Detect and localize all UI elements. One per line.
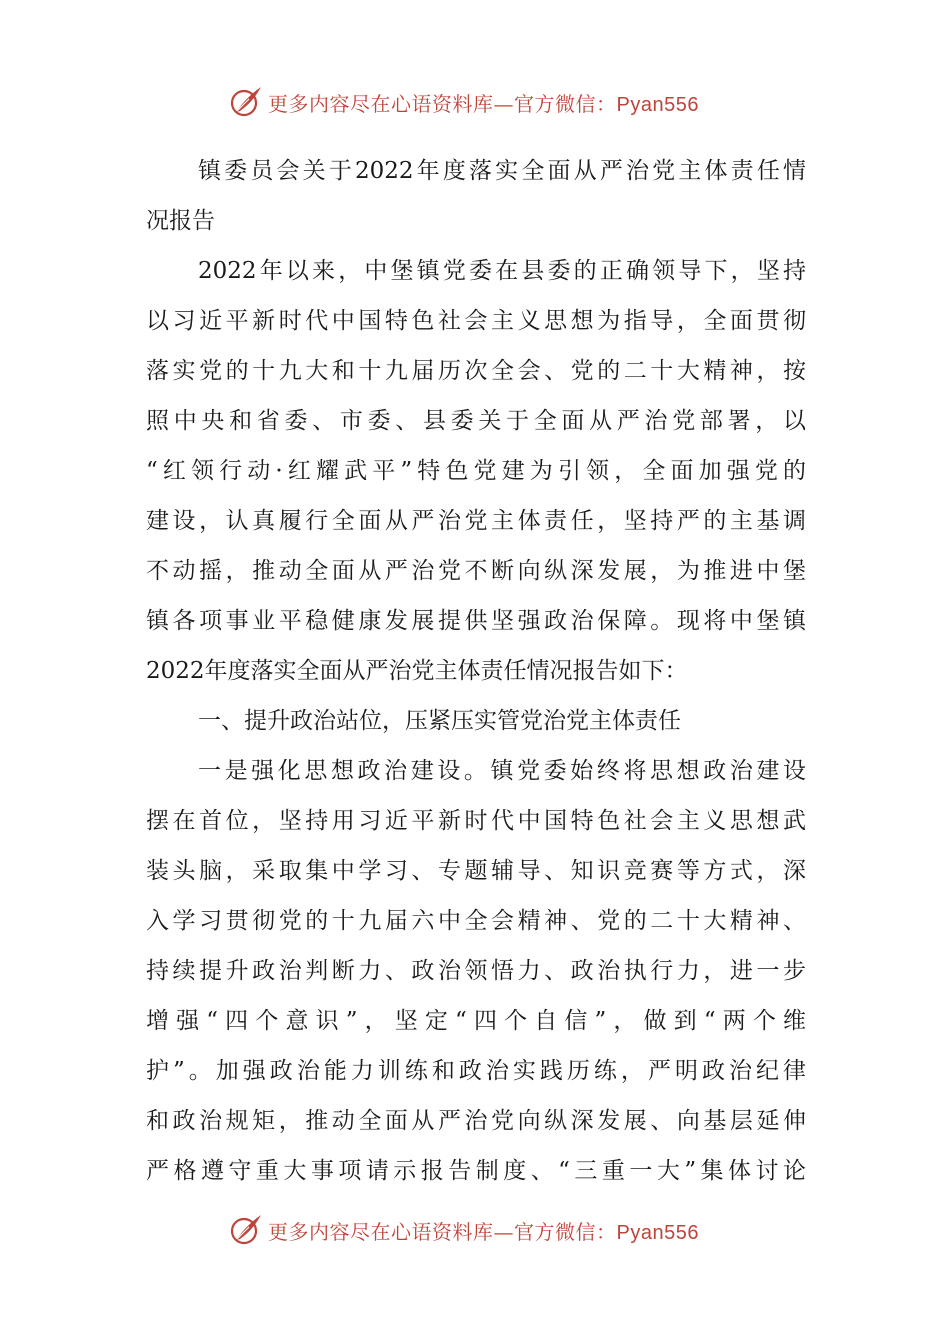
text-line: 护”。加强政治能力训练和政治实践历练，严明政治纪律 xyxy=(146,1058,806,1084)
text-line: 摆在首位，坚持用习近平新时代中国特色社会主义思想武 xyxy=(146,808,806,834)
text-line: 不动摇，推动全面从严治党不断向纵深发展，为推进中堡 xyxy=(146,558,806,584)
text-line: 入学习贯彻党的十九届六中全会精神、党的二十大精神、 xyxy=(146,908,806,934)
text-line: “红领行动·红耀武平”特色党建为引领，全面加强党的 xyxy=(146,458,806,484)
text-line: 落实党的十九大和十九届历次全会、党的二十大精神，按 xyxy=(146,358,806,384)
footer-watermark-banner xyxy=(228,1210,748,1250)
text-line: 一是强化思想政治建设。镇党委始终将思想政治建设 xyxy=(198,758,806,784)
text-line: 建设，认真履行全面从严治党主体责任，坚持严的主基调 xyxy=(146,508,806,534)
text-line: 2022年度落实全面从严治党主体责任情况报告如下： xyxy=(146,658,688,684)
text-line: 照中央和省委、市委、县委关于全面从严治党部署，以 xyxy=(146,408,806,434)
banner-label: 更多内容尽在心语资料库—官方微信： xyxy=(268,91,617,116)
banner-label: 更多内容尽在心语资料库—官方微信： xyxy=(268,1219,617,1244)
text-line: 以习近平新时代中国特色社会主义思想为指导，全面贯彻 xyxy=(146,308,806,334)
text-line: 严格遵守重大事项请示报告制度、“三重一大”集体讨论 xyxy=(146,1158,806,1184)
header-watermark-banner xyxy=(228,82,748,122)
text-line: 况报告 xyxy=(146,208,215,234)
quill-logo-icon xyxy=(228,1212,264,1248)
text-line: 一、提升政治站位，压紧压实管党治党主体责任 xyxy=(198,708,681,734)
document-body xyxy=(146,146,806,1196)
quill-logo-icon xyxy=(228,84,264,120)
text-line: 和政治规矩，推动全面从严治党向纵深发展、向基层延伸 xyxy=(146,1108,806,1134)
text-line: 镇委员会关于2022年度落实全面从严治党主体责任情 xyxy=(198,158,806,184)
text-line: 增强“四个意识”，坚定“四个自信”，做到“两个维 xyxy=(146,1008,806,1034)
banner-account: Pyan556 xyxy=(616,93,699,116)
text-line: 镇各项事业平稳健康发展提供坚强政治保障。现将中堡镇 xyxy=(146,608,806,634)
text-line: 持续提升政治判断力、政治领悟力、政治执行力，进一步 xyxy=(146,958,806,984)
text-line: 2022年以来，中堡镇党委在县委的正确领导下，坚持 xyxy=(198,258,806,284)
banner-text xyxy=(268,1216,699,1245)
banner-text xyxy=(268,88,699,117)
text-line: 装头脑，采取集中学习、专题辅导、知识竞赛等方式，深 xyxy=(146,858,806,884)
banner-account: Pyan556 xyxy=(616,1221,699,1244)
